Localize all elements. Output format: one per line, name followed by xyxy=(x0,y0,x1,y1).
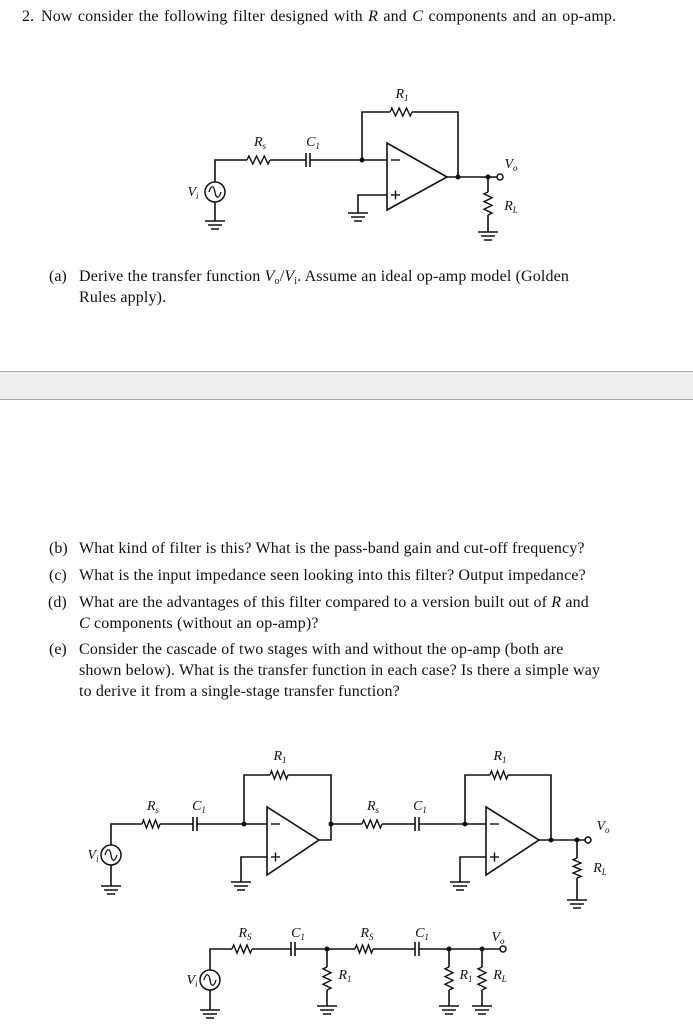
label-rs xyxy=(237,926,252,942)
label-c1 xyxy=(306,135,320,151)
label-sub: o xyxy=(500,936,505,946)
label-r1 xyxy=(492,749,506,765)
part-a-line2: Rules apply). xyxy=(79,289,167,306)
label-sub: 1 xyxy=(502,755,507,765)
label-c1 xyxy=(413,799,427,815)
capacitor-icon xyxy=(291,942,295,956)
label-sub: i xyxy=(96,854,99,864)
resistor-icon xyxy=(355,945,373,953)
label-main: V xyxy=(187,185,197,200)
label-c1 xyxy=(415,926,429,942)
intro-post: components and an op-amp. xyxy=(423,8,617,25)
label-r1 xyxy=(337,968,351,984)
ground-icon xyxy=(450,882,470,890)
ground-icon xyxy=(567,900,587,908)
label-vo xyxy=(491,930,505,946)
output-terminal-icon xyxy=(585,837,591,843)
label-vi xyxy=(186,973,198,989)
intro-pre: Now consider the following filter designed with xyxy=(41,8,369,25)
resistor-icon xyxy=(323,967,331,990)
label-sub: s xyxy=(155,805,160,815)
vi-symbol: V xyxy=(284,268,295,285)
part-b-text: What kind of filter is this? What is the pass-band gain and cut-off frequency? xyxy=(79,540,585,557)
part-e-line2: shown below). What is the transfer function in each case? Is there a simple way xyxy=(79,662,601,679)
label-sub: 1 xyxy=(201,805,206,815)
intro-c: C xyxy=(412,8,424,25)
resistor-icon xyxy=(142,820,160,828)
label-rl xyxy=(492,968,507,984)
label-main: R xyxy=(395,87,405,102)
wire xyxy=(215,160,247,182)
label-main: C xyxy=(291,926,301,941)
label-sub: 1 xyxy=(315,141,320,151)
capacitor-icon xyxy=(415,942,419,956)
output-terminal-icon xyxy=(500,946,506,952)
label-main: R xyxy=(338,968,348,983)
label-sub: S xyxy=(247,932,252,942)
label-sub: s xyxy=(262,141,267,151)
label-main: R xyxy=(253,135,263,150)
part-d-and: and xyxy=(561,594,589,611)
part-a-text: Derive the transfer function xyxy=(79,268,265,285)
op-amp-icon xyxy=(267,807,319,875)
label-sub: L xyxy=(512,205,518,215)
ground-icon xyxy=(348,213,368,221)
label-vo xyxy=(504,157,518,173)
ground-icon xyxy=(231,882,251,890)
ground-icon xyxy=(478,232,498,240)
label-r1 xyxy=(272,749,286,765)
ground-icon xyxy=(472,1006,492,1014)
label-main: R xyxy=(146,799,156,814)
label-r1 xyxy=(458,968,472,984)
wire xyxy=(244,775,270,824)
label-main: V xyxy=(596,819,606,834)
label-main: R xyxy=(493,749,503,764)
label-sub: L xyxy=(601,867,607,877)
c-symbol: C xyxy=(79,615,90,632)
op-amp-icon xyxy=(486,807,539,875)
part-c-label: (c) xyxy=(49,567,67,584)
ground-icon xyxy=(439,1006,459,1014)
ground-icon xyxy=(101,886,121,894)
label-c1 xyxy=(192,799,206,815)
part-e-line3: to derive it from a single-stage transfer function? xyxy=(79,683,400,700)
part-d-label: (d) xyxy=(48,594,67,611)
label-rs xyxy=(253,135,267,151)
label-sub: S xyxy=(369,932,374,942)
label-main: R xyxy=(459,968,469,983)
label-sub: 1 xyxy=(282,755,287,765)
label-sub: L xyxy=(501,974,507,984)
label-rl xyxy=(592,861,607,877)
label-main: R xyxy=(366,799,376,814)
resistor-icon xyxy=(573,858,581,878)
label-sub: s xyxy=(375,805,380,815)
ground-icon xyxy=(205,221,225,229)
label-sub: o xyxy=(605,825,610,835)
label-vi xyxy=(187,185,199,201)
label-main: C xyxy=(306,135,316,150)
label-main: R xyxy=(238,926,248,941)
label-rs xyxy=(359,926,374,942)
ground-icon xyxy=(317,1006,337,1014)
resistor-icon xyxy=(247,156,270,164)
wire xyxy=(362,112,390,160)
wire xyxy=(210,949,232,970)
part-b-label: (b) xyxy=(49,540,68,557)
ac-source-icon xyxy=(200,970,220,990)
wire xyxy=(460,857,486,882)
resistor-icon xyxy=(490,771,508,779)
vo-symbol: V xyxy=(264,268,275,285)
part-e-label: (e) xyxy=(49,641,67,658)
resistor-icon xyxy=(484,192,492,215)
label-sub: o xyxy=(513,163,518,173)
vo-sub: o xyxy=(274,276,280,287)
label-main: R xyxy=(360,926,370,941)
label-main: C xyxy=(413,799,423,814)
intro-mid: and xyxy=(378,8,413,25)
label-sub: 1 xyxy=(424,932,429,942)
capacitor-icon xyxy=(415,817,419,831)
op-amp-icon xyxy=(387,143,447,210)
resistor-icon xyxy=(362,820,382,828)
label-sub: i xyxy=(195,979,198,989)
ground-icon xyxy=(200,1010,220,1018)
label-main: R xyxy=(273,749,283,764)
capacitor-icon xyxy=(193,817,197,831)
problem-number: 2. xyxy=(22,8,35,25)
label-main: V xyxy=(186,973,196,988)
wire xyxy=(241,857,267,882)
junction-dot xyxy=(549,838,554,843)
junction-dot xyxy=(456,175,461,180)
intro-r: R xyxy=(368,8,379,25)
output-terminal-icon xyxy=(497,174,503,180)
label-vo xyxy=(596,819,610,835)
label-main: V xyxy=(504,157,514,172)
r-symbol: R xyxy=(551,594,562,611)
label-sub: 1 xyxy=(422,805,427,815)
part-a-label: (a) xyxy=(49,268,67,285)
resistor-icon xyxy=(445,967,453,990)
label-sub: 1 xyxy=(300,932,305,942)
wire xyxy=(358,195,387,213)
part-d-text: What are the advantages of this filter compared to a version built out of xyxy=(79,594,552,611)
label-rs xyxy=(146,799,160,815)
label-rl xyxy=(503,199,518,215)
op-amp-triangle xyxy=(267,807,319,875)
label-main: R xyxy=(593,861,602,876)
ac-source-icon xyxy=(205,182,225,202)
op-amp-triangle xyxy=(387,143,447,210)
part-e-line1: Consider the cascade of two stages with and without the op-amp (both are xyxy=(79,641,564,658)
label-main: R xyxy=(493,968,502,983)
label-main: V xyxy=(87,848,97,863)
label-main: C xyxy=(415,926,425,941)
label-rs xyxy=(366,799,380,815)
slash: / xyxy=(279,268,285,285)
ac-source-icon xyxy=(101,845,121,865)
capacitor-icon xyxy=(306,153,310,167)
label-c1 xyxy=(291,926,305,942)
resistor-icon xyxy=(478,967,486,990)
label-sub: i xyxy=(196,191,199,201)
label-main: C xyxy=(192,799,202,814)
op-amp-triangle xyxy=(486,807,539,875)
label-sub: 1 xyxy=(347,974,352,984)
part-a-text-post: . Assume an ideal op-amp model (Golden xyxy=(297,268,570,285)
resistor-icon xyxy=(390,108,412,116)
label-main: R xyxy=(504,199,513,214)
wire xyxy=(111,824,142,845)
label-r1 xyxy=(394,87,408,103)
label-sub: 1 xyxy=(468,974,473,984)
part-d-text2: components (without an op-amp)? xyxy=(89,615,319,632)
label-main: V xyxy=(491,930,501,945)
part-c-text: What is the input impedance seen looking into this filter? Output impedance? xyxy=(79,567,586,584)
resistor-icon xyxy=(270,771,288,779)
vi-sub: i xyxy=(294,276,298,287)
label-vi xyxy=(87,848,99,864)
label-sub: 1 xyxy=(404,93,409,103)
resistor-icon xyxy=(232,945,252,953)
